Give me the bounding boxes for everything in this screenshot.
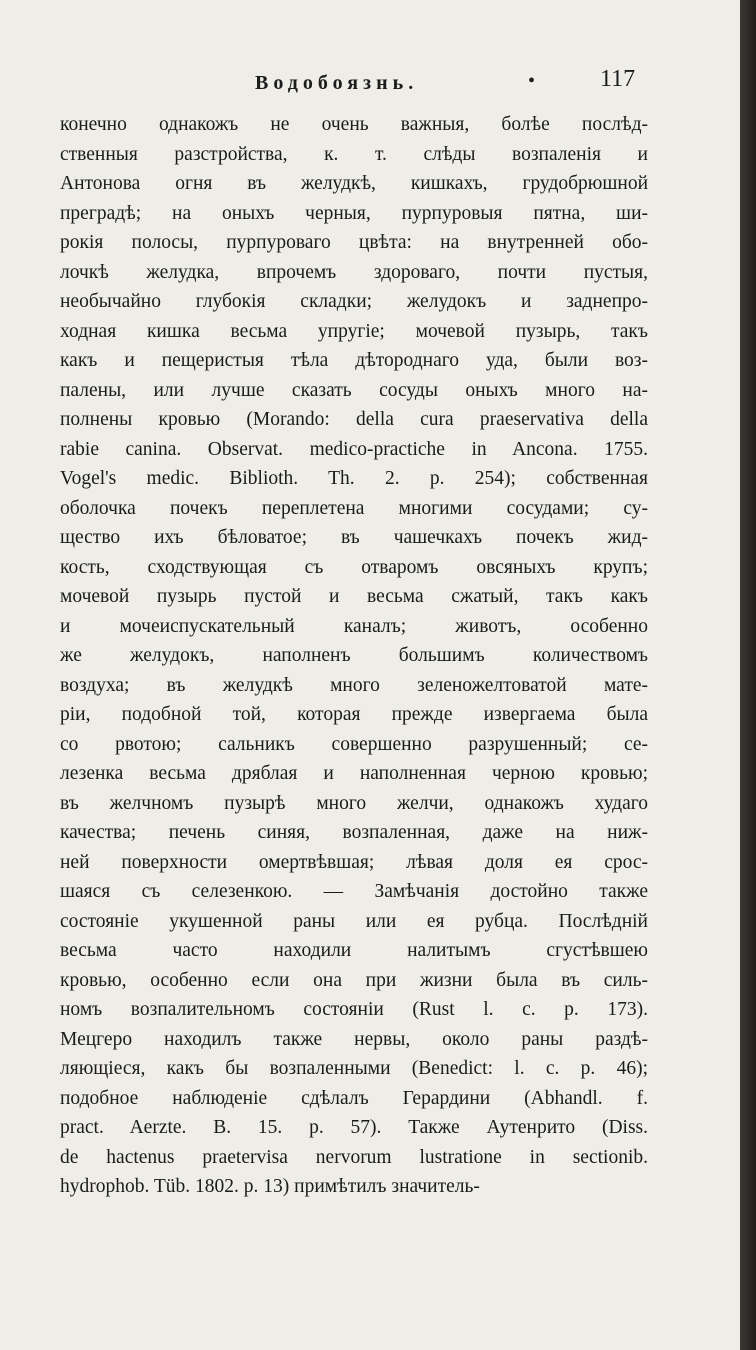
text-line: необычайно глубокія складки; желудокъ и заднепро- bbox=[60, 291, 648, 312]
text-line: Vogel's medic. Biblioth. Th. 2. p. 254); собственная bbox=[60, 468, 648, 489]
text-line: номъ возпалительномъ состояніи (Rust l. c. p. 173). bbox=[60, 999, 648, 1020]
text-line: качества; печень синяя, возпаленная, даже на ниж- bbox=[60, 822, 648, 843]
text-line: лезенка весьма дряблая и наполненная черною кровью; bbox=[60, 763, 648, 784]
text-line: ляющіеся, какъ бы возпаленными (Benedict: l. c. p. 46); bbox=[60, 1058, 648, 1079]
text-line: кость, сходствующая съ отваромъ овсяныхъ крупъ; bbox=[60, 556, 648, 578]
text-line: воздуха; въ желудкѣ много зеленожелтоватой мате- bbox=[60, 674, 648, 696]
ornament-dot: • bbox=[528, 70, 536, 92]
text-line: hydrophob. Tüb. 1802. p. 13) примѣтилъ значитель- bbox=[60, 1176, 480, 1197]
text-line: какъ и пещеристыя тѣла дѣтороднаго уда, были воз- bbox=[60, 350, 648, 371]
text-line: состояніе укушенной раны или ея рубца. Послѣдній bbox=[60, 910, 648, 932]
text-line: ходная кишка весьма упругіе; мочевой пузырь, такъ bbox=[60, 320, 648, 342]
text-line: весьма часто находили налитымъ сгустѣвшею bbox=[60, 940, 648, 961]
text-line: de hactenus praetervisa nervorum lustratione in sectionib. bbox=[60, 1146, 648, 1168]
text-line: подобное наблюденіе сдѣлалъ Герардини (Abhandl. f. bbox=[60, 1087, 648, 1109]
running-title: Водобоязнь. bbox=[255, 72, 419, 94]
text-line: и мочеиспускательный каналъ; животъ, особенно bbox=[60, 615, 648, 637]
text-line: кровью, особенно если она при жизни была въ силь- bbox=[60, 969, 648, 991]
text-line: лочкѣ желудка, впрочемъ здороваго, почти пустыя, bbox=[60, 261, 648, 283]
text-line: мочевой пузырь пустой и весьма сжатый, такъ какъ bbox=[60, 586, 648, 607]
running-head bbox=[60, 66, 660, 102]
text-line: ней поверхности омертвѣвшая; лѣвая доля ея срос- bbox=[60, 851, 648, 873]
text-line: полнены кровью (Morando: della cura praeservativa della bbox=[60, 409, 648, 430]
text-line: палены, или лучше сказать сосуды оныхъ много на- bbox=[60, 379, 648, 401]
text-line: ріи, подобной той, которая прежде извергаема была bbox=[60, 704, 648, 725]
text-line: ственныя разстройства, к. т. слѣды возпаленія и bbox=[60, 143, 648, 165]
text-line: Мецгеро находилъ также нервы, около раны раздѣ- bbox=[60, 1028, 648, 1050]
text-line: въ желчномъ пузырѣ много желчи, однакожъ худаго bbox=[60, 792, 648, 814]
text-line: rabie canina. Observat. medico-practiche in Ancona. 1755. bbox=[60, 438, 648, 460]
text-line: же желудокъ, наполненъ большимъ количествомъ bbox=[60, 645, 648, 666]
text-line: Антонова огня въ желудкѣ, кишкахъ, грудобрюшной bbox=[60, 173, 648, 194]
text-line: pract. Aerzte. B. 15. p. 57). Также Аутенрито (Diss. bbox=[60, 1117, 648, 1138]
body-text bbox=[60, 110, 648, 1202]
text-line: щество ихъ бѣловатое; въ чашечкахъ почекъ жид- bbox=[60, 527, 648, 548]
text-line: преградѣ; на оныхъ черныя, пурпуровыя пятна, ши- bbox=[60, 202, 648, 224]
page-edge-shadow bbox=[740, 0, 756, 1350]
text-line: со рвотою; сальникъ совершенно разрушенный; се- bbox=[60, 733, 648, 755]
text-line: конечно однакожъ не очень важныя, болѣе послѣд- bbox=[60, 114, 648, 135]
page-number: 117 bbox=[600, 66, 636, 92]
text-line: шаяся съ селезенкою. — Замѣчанія достойно также bbox=[60, 881, 648, 902]
text-line: оболочка почекъ переплетена многими сосудами; су- bbox=[60, 497, 648, 519]
text-line: рокія полосы, пурпуроваго цвѣта: на внутренней обо- bbox=[60, 232, 648, 253]
